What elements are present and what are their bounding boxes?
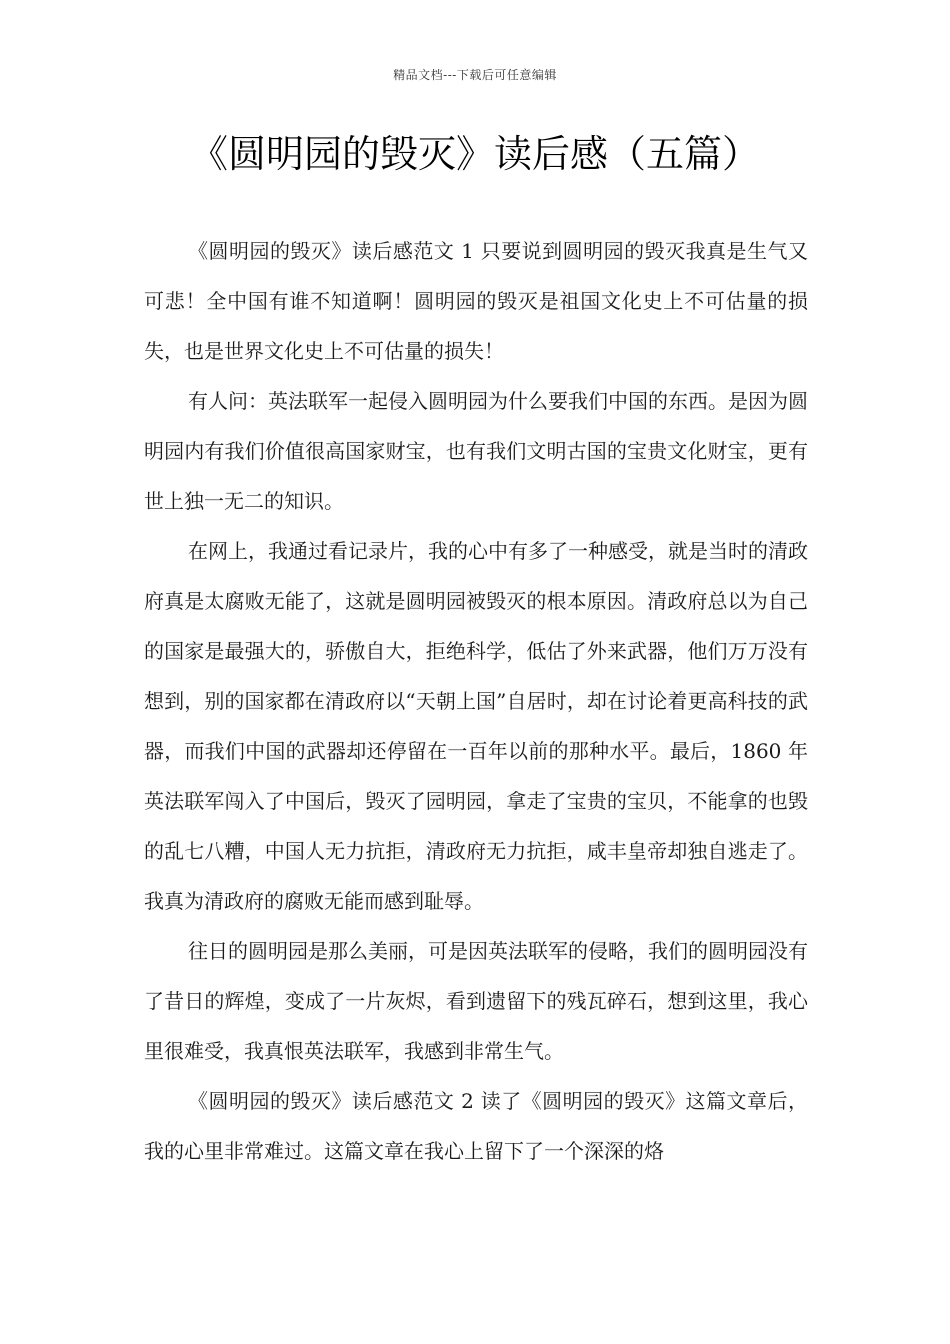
header-note: 精品文档---下载后可任意编辑 — [393, 68, 557, 82]
paragraph-3: 在网上，我通过看记录片，我的心中有多了一种感受，就是当时的清政府真是太腐败无能了，这就是圆明园被毁灭的根本原因。清政府总以为自己的国家是最强大的，骄傲自大，拒绝科学，低估了外来武器，他们万万没有想到，别的国家都在清政府以“天朝上国”自居时，却在讨论着更高科技的武器，而我们中国的武器却还停留在一百年以前的那种水平。最后，1860 年英法联军闯入了中国后，毁灭了园明园，拿走了宝贵的宝贝，不能拿的也毁的乱七八糟，中国人无力抗拒，清政府无力抗拒，咸丰皇帝却独自逃走了。我真为清政府的腐败无能而感到耻辱。 — [144, 539, 808, 913]
document-body — [144, 226, 808, 1176]
paragraph-5: 《圆明园的毁灭》读后感范文 2 读了《圆明园的毁灭》这篇文章后，我的心里非常难过。这篇文章在我心上留下了一个深深的烙 — [144, 1089, 808, 1163]
paragraph-4: 往日的圆明园是那么美丽，可是因英法联军的侵略，我们的圆明园没有了昔日的辉煌，变成了一片灰烬，看到遗留下的残瓦碎石，想到这里，我心里很难受，我真恨英法联军，我感到非常生气。 — [144, 939, 808, 1063]
paragraph-2: 有人问：英法联军一起侵入圆明园为什么要我们中国的东西。是因为圆明园内有我们价值很高国家财宝，也有我们文明古国的宝贵文化财宝，更有世上独一无二的知识。 — [144, 389, 808, 513]
paragraph-1: 《圆明园的毁灭》读后感范文 1 只要说到圆明园的毁灭我真是生气又可悲！全中国有谁不知道啊！圆明园的毁灭是祖国文化史上不可估量的损失，也是世界文化史上不可估量的损失！ — [144, 239, 808, 363]
document-title: 《圆明园的毁灭》读后感（五篇） — [189, 132, 760, 176]
